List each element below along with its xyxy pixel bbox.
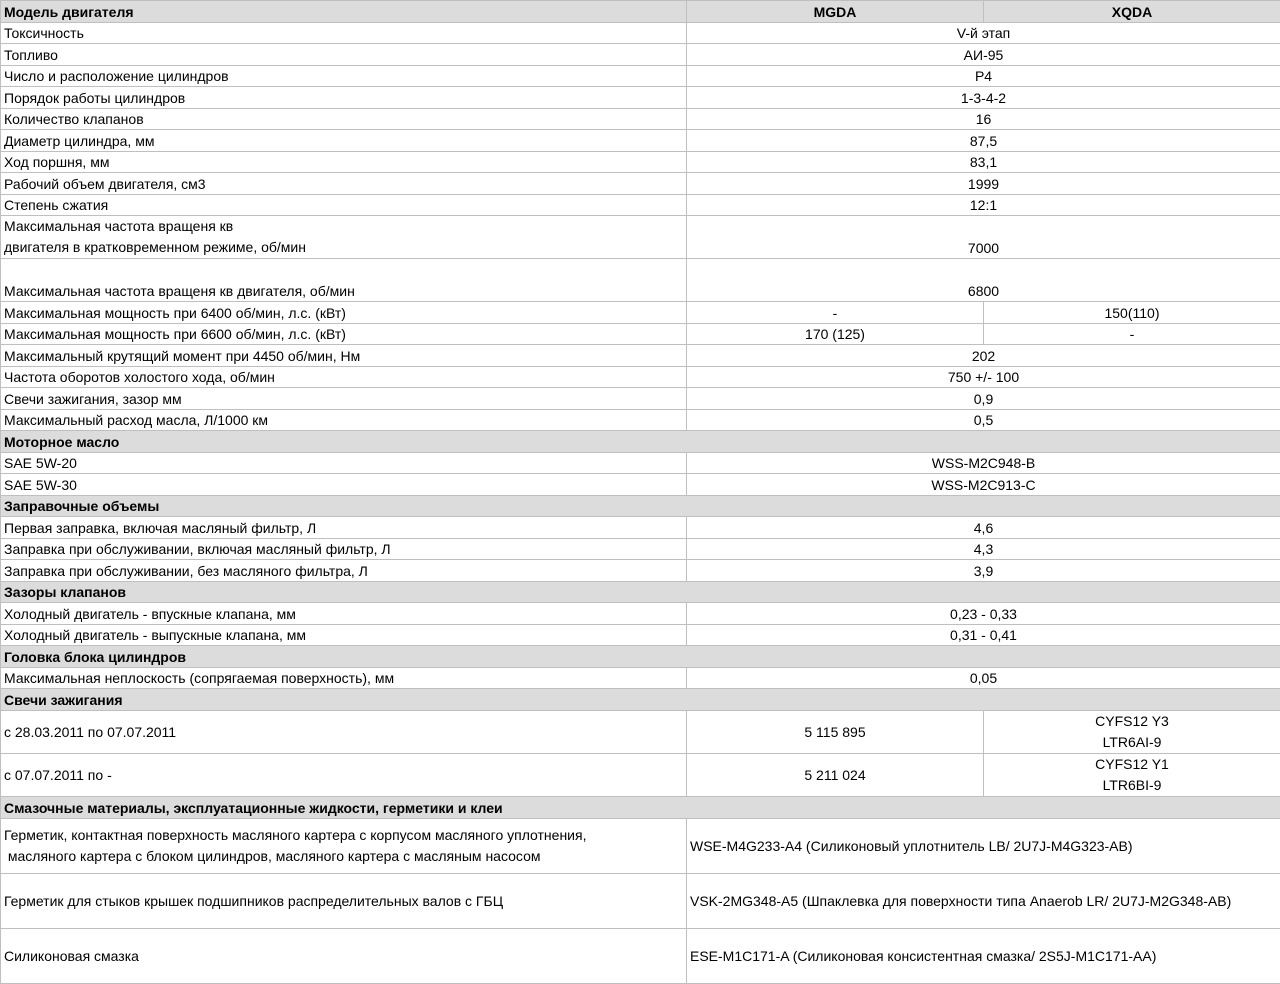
table-row [1, 173, 1280, 195]
row-label: Максимальная частота вращеня кв двигателя, об/мин [1, 259, 687, 302]
row-label: Заправка при обслуживании, включая масляный фильтр, Л [1, 539, 687, 560]
row-value: 7000 [687, 216, 1280, 259]
section-title: Головка блока цилиндров [1, 646, 1280, 668]
table-row [1, 44, 1280, 66]
table-row [1, 130, 1280, 152]
row-value: V-й этап [687, 23, 1280, 44]
table-row [1, 539, 1280, 560]
row-label: Топливо [1, 44, 687, 66]
row-value: 1999 [687, 173, 1280, 195]
xqda-value: 150(110) [984, 302, 1280, 324]
row-value: 0,23 - 0,33 [687, 603, 1280, 625]
table-row [1, 367, 1280, 388]
table-row [1, 874, 1280, 929]
table-row [1, 711, 1280, 754]
row-label: Свечи зажигания, зазор мм [1, 388, 687, 410]
model-label: Модель двигателя [1, 1, 687, 23]
table-row [1, 388, 1280, 410]
table-row [1, 109, 1280, 130]
section-title: Заправочные объемы [1, 496, 1280, 517]
row-label: Холодный двигатель - впускные клапана, мм [1, 603, 687, 625]
row-label: SAE 5W-20 [1, 453, 687, 474]
section-title: Смазочные материалы, эксплуатационные жидкости, герметики и клеи [1, 797, 1280, 819]
table-row [1, 625, 1280, 646]
row-value: 12:1 [687, 195, 1280, 216]
row-label: Максимальный расход масла, Л/1000 км [1, 410, 687, 431]
row-label-line: двигателя в кратковременном режиме, об/мин [4, 237, 683, 258]
row-value: 16 [687, 109, 1280, 130]
section-title: Моторное масло [1, 431, 1280, 453]
table-row [1, 324, 1280, 345]
row-label: Максимальная неплоскость (сопрягаемая поверхность), мм [1, 668, 687, 689]
row-label: Частота оборотов холостого хода, об/мин [1, 367, 687, 388]
row-value: WSS-M2C948-B [687, 453, 1280, 474]
table-row [1, 603, 1280, 625]
row-label: Токсичность [1, 23, 687, 44]
section-header-fill [1, 496, 1280, 517]
row-label-line: масляного картера с блоком цилиндров, масляного картера с масляным насосом [4, 846, 683, 867]
row-label: Степень сжатия [1, 195, 687, 216]
row-value: 4,3 [687, 539, 1280, 560]
row-label-line: Максимальная частота вращеня кв [4, 216, 683, 237]
row-label: Силиконовая смазка [1, 929, 687, 984]
table-row [1, 754, 1280, 797]
row-value: 750 +/- 100 [687, 367, 1280, 388]
section-header-lube [1, 797, 1280, 819]
table-row [1, 152, 1280, 173]
row-label: с 28.03.2011 по 07.07.2011 [1, 711, 687, 754]
row-value: АИ-95 [687, 44, 1280, 66]
row-label-line: Герметик, контактная поверхность масляного картера с корпусом масляного уплотнения, [4, 825, 683, 846]
section-title: Зазоры клапанов [1, 582, 1280, 603]
table-row [1, 216, 1280, 259]
section-header-head [1, 646, 1280, 668]
row-label: Ход поршня, мм [1, 152, 687, 173]
table-row [1, 259, 1280, 302]
table-row [1, 87, 1280, 109]
row-label [1, 216, 687, 259]
section-header-valves [1, 582, 1280, 603]
row-value: WSE-M4G233-A4 (Силиконовый уплотнитель LB/ 2U7J-M4G323-AB) [687, 819, 1280, 874]
column-xqda: XQDA [984, 1, 1280, 23]
section-title: Свечи зажигания [1, 689, 1280, 711]
row-label: Рабочий объем двигателя, см3 [1, 173, 687, 195]
table-row [1, 474, 1280, 496]
header-row [1, 1, 1280, 23]
table-row [1, 819, 1280, 874]
mgda-value: - [687, 302, 984, 324]
row-value: 0,05 [687, 668, 1280, 689]
table-row [1, 668, 1280, 689]
row-label: с 07.07.2011 по - [1, 754, 687, 797]
xqda-value [984, 711, 1280, 754]
row-value: 0,5 [687, 410, 1280, 431]
table-row [1, 453, 1280, 474]
xqda-value-line: LTR6BI-9 [987, 775, 1277, 796]
row-value: 83,1 [687, 152, 1280, 173]
row-label: Диаметр цилиндра, мм [1, 130, 687, 152]
row-value: 0,31 - 0,41 [687, 625, 1280, 646]
row-value: Р4 [687, 66, 1280, 87]
row-value: WSS-M2C913-C [687, 474, 1280, 496]
table-row [1, 345, 1280, 367]
mgda-value: 5 115 895 [687, 711, 984, 754]
table-row [1, 23, 1280, 44]
table-row [1, 302, 1280, 324]
table-row [1, 517, 1280, 539]
row-value: 4,6 [687, 517, 1280, 539]
table-row [1, 195, 1280, 216]
row-value: 6800 [687, 259, 1280, 302]
row-label: Первая заправка, включая масляный фильтр, Л [1, 517, 687, 539]
column-mgda: MGDA [687, 1, 984, 23]
row-label [1, 819, 687, 874]
mgda-value: 170 (125) [687, 324, 984, 345]
row-label: Максимальный крутящий момент при 4450 об/мин, Нм [1, 345, 687, 367]
row-label: Максимальная мощность при 6600 об/мин, л.с. (кВт) [1, 324, 687, 345]
table-row [1, 66, 1280, 87]
table-row [1, 410, 1280, 431]
table-row [1, 929, 1280, 984]
row-value: ESE-M1C171-A (Силиконовая консистентная смазка/ 2S5J-M1C171-AA) [687, 929, 1280, 984]
row-label: Количество клапанов [1, 109, 687, 130]
row-label: Заправка при обслуживании, без масляного фильтра, Л [1, 560, 687, 582]
row-label: Максимальная мощность при 6400 об/мин, л.с. (кВт) [1, 302, 687, 324]
section-header-plugs [1, 689, 1280, 711]
row-value: 1-3-4-2 [687, 87, 1280, 109]
row-label: Холодный двигатель - выпускные клапана, мм [1, 625, 687, 646]
xqda-value-line: LTR6AI-9 [987, 732, 1277, 753]
row-value: 87,5 [687, 130, 1280, 152]
section-header-oil [1, 431, 1280, 453]
table-row [1, 560, 1280, 582]
row-value: 0,9 [687, 388, 1280, 410]
xqda-value-line: CYFS12 Y1 [987, 754, 1277, 775]
row-label: SAE 5W-30 [1, 474, 687, 496]
row-value: 202 [687, 345, 1280, 367]
row-label: Порядок работы цилиндров [1, 87, 687, 109]
row-label: Число и расположение цилиндров [1, 66, 687, 87]
row-value: 3,9 [687, 560, 1280, 582]
xqda-value [984, 754, 1280, 797]
mgda-value: 5 211 024 [687, 754, 984, 797]
row-value: VSK-2MG348-A5 (Шпаклевка для поверхности типа Anaerob LR/ 2U7J-M2G348-AB) [687, 874, 1280, 929]
row-label: Герметик для стыков крышек подшипников распределительных валов с ГБЦ [1, 874, 687, 929]
xqda-value: - [984, 324, 1280, 345]
xqda-value-line: CYFS12 Y3 [987, 711, 1277, 732]
